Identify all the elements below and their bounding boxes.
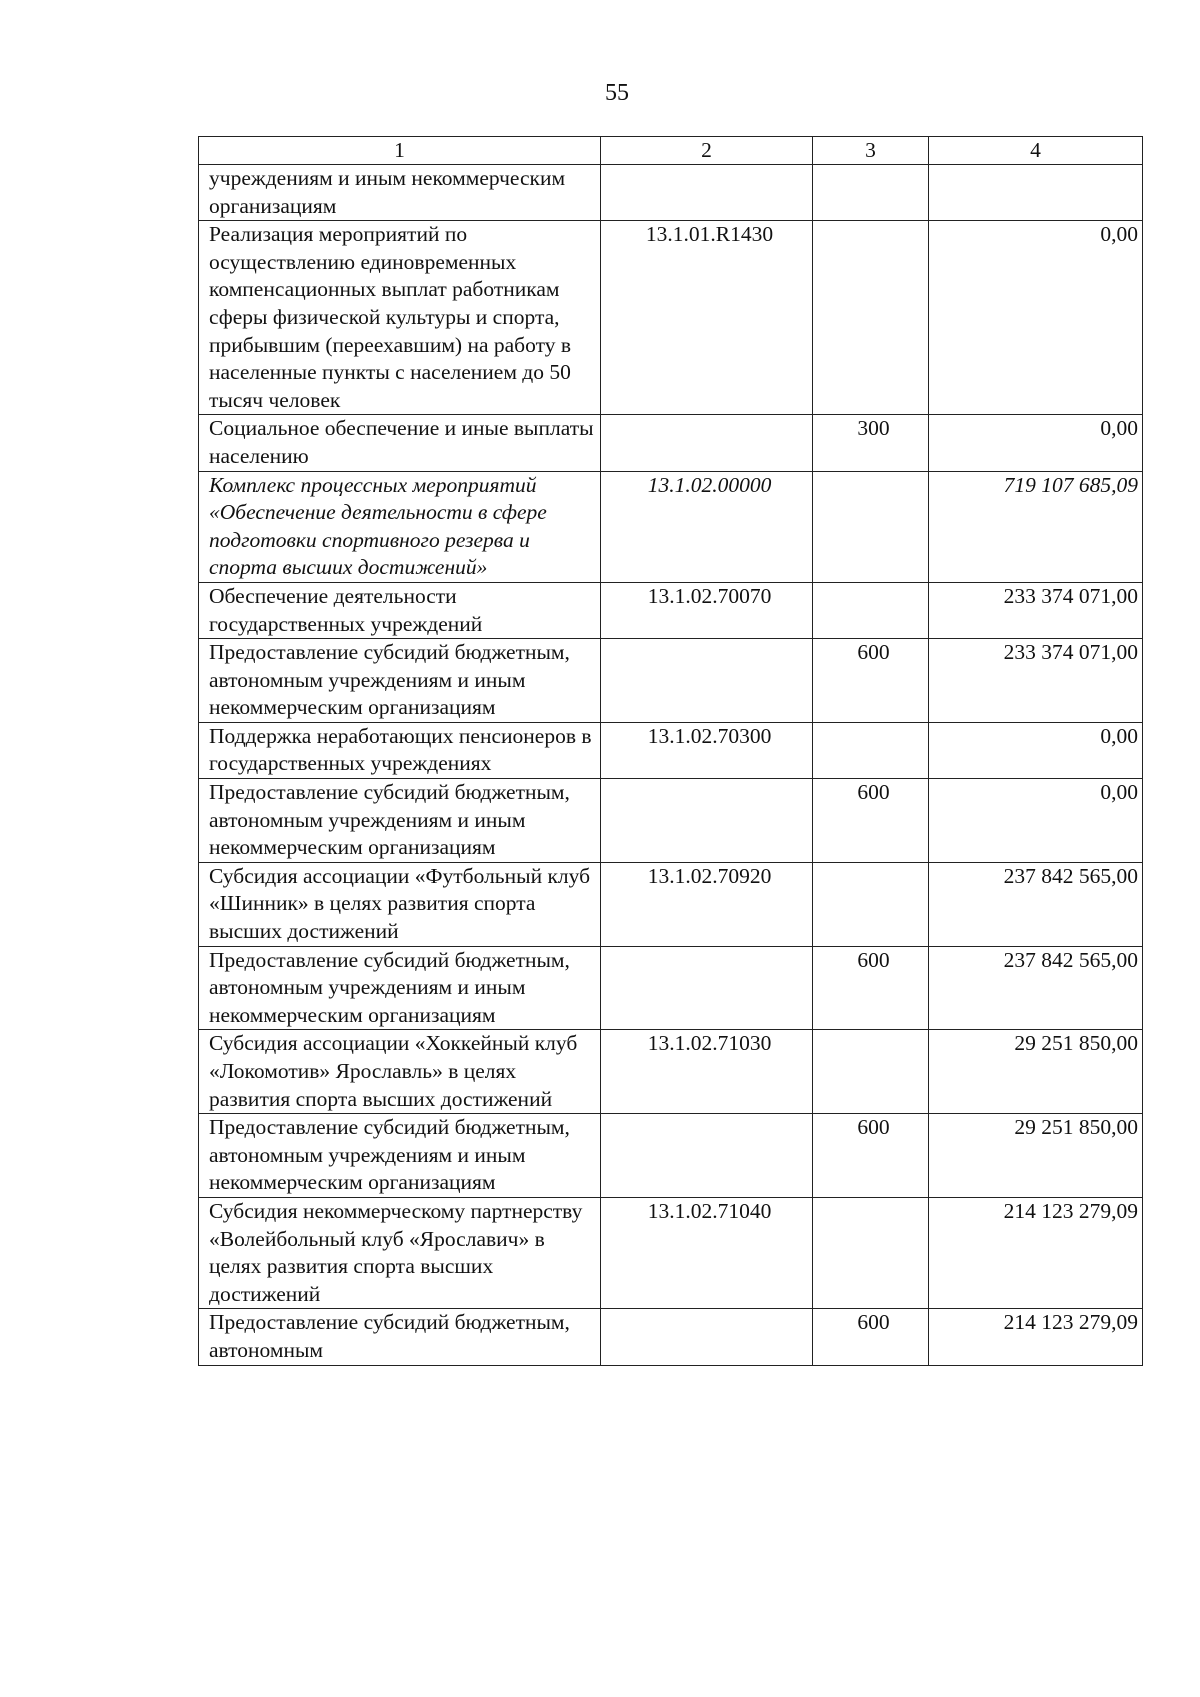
row-amount-cell (929, 165, 1143, 221)
header-col-2: 2 (601, 137, 813, 165)
row-code-cell: 13.1.02.71030 (601, 1030, 813, 1114)
row-name-cell: Предоставление субсидий бюджетным, автономным учреждениям и иным некоммерческим организациям (199, 779, 601, 863)
table-row (199, 639, 1143, 723)
row-amount-cell: 214 123 279,09 (929, 1309, 1143, 1365)
row-kvr-cell (813, 165, 929, 221)
header-col-3: 3 (813, 137, 929, 165)
row-code-cell: 13.1.02.71040 (601, 1197, 813, 1308)
row-code-cell (601, 639, 813, 723)
table-row (199, 722, 1143, 778)
table-row (199, 471, 1143, 582)
row-amount-cell: 29 251 850,00 (929, 1030, 1143, 1114)
row-kvr-cell: 600 (813, 1309, 929, 1365)
row-amount-cell: 0,00 (929, 415, 1143, 471)
header-col-1: 1 (199, 137, 601, 165)
row-code-cell: 13.1.02.70070 (601, 582, 813, 638)
row-amount-cell: 214 123 279,09 (929, 1197, 1143, 1308)
row-kvr-cell (813, 1197, 929, 1308)
row-name-cell: учреждениям и иным некоммерческим организациям (199, 165, 601, 221)
row-kvr-cell: 600 (813, 779, 929, 863)
row-kvr-cell (813, 722, 929, 778)
table-row (199, 1197, 1143, 1308)
row-kvr-cell (813, 582, 929, 638)
row-kvr-cell (813, 221, 929, 415)
table-row (199, 221, 1143, 415)
row-kvr-cell (813, 471, 929, 582)
row-kvr-cell: 600 (813, 1114, 929, 1198)
row-code-cell: 13.1.01.R1430 (601, 221, 813, 415)
row-name-cell: Предоставление субсидий бюджетным, автономным учреждениям и иным некоммерческим организациям (199, 639, 601, 723)
table-row (199, 165, 1143, 221)
row-kvr-cell: 600 (813, 946, 929, 1030)
row-amount-cell: 237 842 565,00 (929, 862, 1143, 946)
row-code-cell: 13.1.02.70920 (601, 862, 813, 946)
row-name-cell: Субсидия ассоциации «Хоккейный клуб «Локомотив» Ярославль» в целях развития спорта высших достижений (199, 1030, 601, 1114)
row-code-cell (601, 946, 813, 1030)
table-row (199, 862, 1143, 946)
row-code-cell (601, 779, 813, 863)
table-row (199, 1309, 1143, 1365)
row-kvr-cell (813, 1030, 929, 1114)
row-kvr-cell: 600 (813, 639, 929, 723)
row-name-cell: Обеспечение деятельности государственных учреждений (199, 582, 601, 638)
row-amount-cell: 0,00 (929, 779, 1143, 863)
row-name-cell: Предоставление субсидий бюджетным, автономным учреждениям и иным некоммерческим организациям (199, 1114, 601, 1198)
page-number: 55 (605, 80, 629, 106)
row-amount-cell: 0,00 (929, 722, 1143, 778)
row-name-cell: Субсидия ассоциации «Футбольный клуб «Шинник» в целях развития спорта высших достижений (199, 862, 601, 946)
table-row (199, 415, 1143, 471)
row-amount-cell: 233 374 071,00 (929, 639, 1143, 723)
row-name-cell: Субсидия некоммерческому партнерству «Волейбольный клуб «Ярославич» в целях развития спорта высших достижений (199, 1197, 601, 1308)
row-name-cell: Реализация мероприятий по осуществлению единовременных компенсационных выплат работникам сферы физической культуры и спорта, прибывшим (переехавшим) на работу в населенные пункты с населением до 50 тысяч человек (199, 221, 601, 415)
table-row (199, 1114, 1143, 1198)
row-name-cell: Предоставление субсидий бюджетным, автономным (199, 1309, 601, 1365)
budget-table (198, 136, 1143, 1366)
table-row (199, 582, 1143, 638)
table-row (199, 946, 1143, 1030)
row-amount-cell: 237 842 565,00 (929, 946, 1143, 1030)
row-code-cell (601, 1309, 813, 1365)
row-kvr-cell (813, 862, 929, 946)
row-name-cell: Социальное обеспечение и иные выплаты населению (199, 415, 601, 471)
row-amount-cell: 719 107 685,09 (929, 471, 1143, 582)
row-code-cell: 13.1.02.70300 (601, 722, 813, 778)
header-col-4: 4 (929, 137, 1143, 165)
header-row (199, 137, 1143, 165)
row-amount-cell: 233 374 071,00 (929, 582, 1143, 638)
table-row (199, 779, 1143, 863)
row-kvr-cell: 300 (813, 415, 929, 471)
row-name-cell: Комплекс процессных мероприятий «Обеспечение деятельности в сфере подготовки спортивного резерва и спорта высших достижений» (199, 471, 601, 582)
table-header (199, 137, 1143, 165)
table-body (199, 165, 1143, 1366)
table-row (199, 1030, 1143, 1114)
row-code-cell (601, 165, 813, 221)
row-amount-cell: 0,00 (929, 221, 1143, 415)
row-code-cell (601, 415, 813, 471)
row-code-cell: 13.1.02.00000 (601, 471, 813, 582)
row-name-cell: Предоставление субсидий бюджетным, автономным учреждениям и иным некоммерческим организациям (199, 946, 601, 1030)
row-name-cell: Поддержка неработающих пенсионеров в государственных учреждениях (199, 722, 601, 778)
row-amount-cell: 29 251 850,00 (929, 1114, 1143, 1198)
row-code-cell (601, 1114, 813, 1198)
